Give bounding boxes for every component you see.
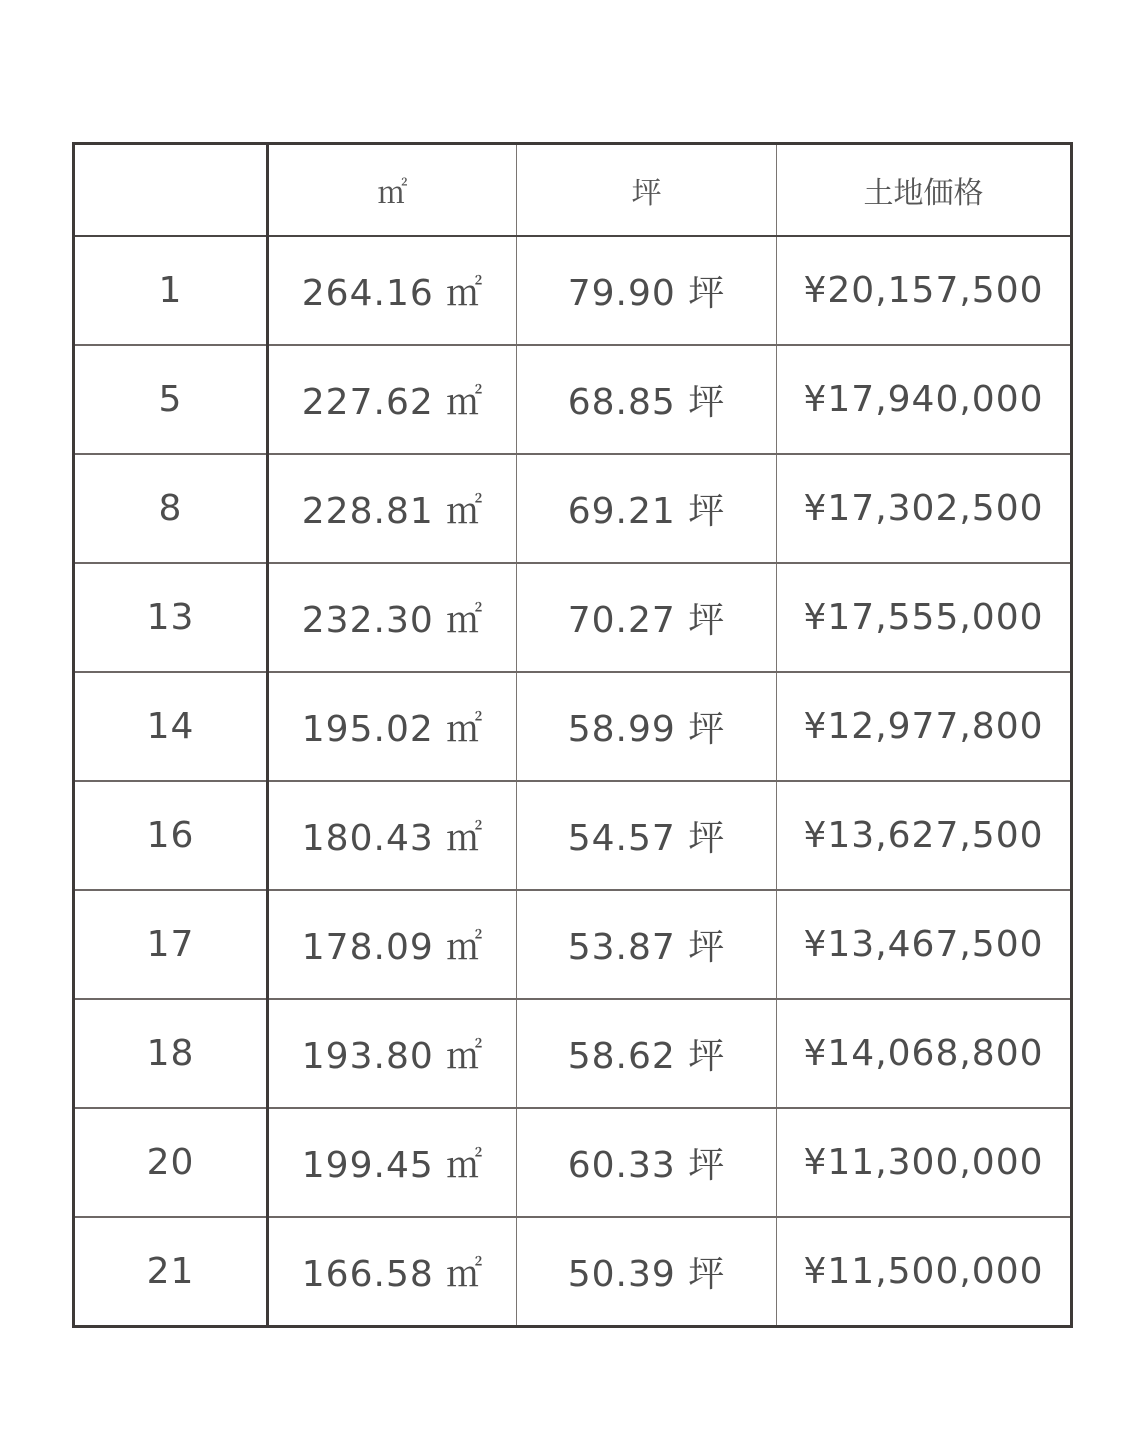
table-row [74, 672, 1072, 781]
lot-number-cell: 17 [74, 890, 268, 999]
area-sqm-cell: 166.58 ㎡ [268, 1217, 517, 1327]
land-price-cell: ¥13,467,500 [777, 890, 1072, 999]
area-sqm-cell: 180.43 ㎡ [268, 781, 517, 890]
table-row [74, 1217, 1072, 1327]
area-tsubo-cell: 54.57 坪 [517, 781, 777, 890]
table-row [74, 345, 1072, 454]
area-tsubo-cell: 69.21 坪 [517, 454, 777, 563]
lot-number-cell: 1 [74, 236, 268, 345]
header-land-price: 土地価格 [777, 144, 1072, 237]
land-price-cell: ¥17,555,000 [777, 563, 1072, 672]
header-lot-number [74, 144, 268, 237]
area-tsubo-cell: 70.27 坪 [517, 563, 777, 672]
land-price-cell: ¥11,500,000 [777, 1217, 1072, 1327]
area-sqm-cell: 232.30 ㎡ [268, 563, 517, 672]
table-row [74, 1108, 1072, 1217]
area-tsubo-cell: 60.33 坪 [517, 1108, 777, 1217]
area-sqm-cell: 228.81 ㎡ [268, 454, 517, 563]
area-tsubo-cell: 58.62 坪 [517, 999, 777, 1108]
area-sqm-cell: 227.62 ㎡ [268, 345, 517, 454]
area-sqm-cell: 193.80 ㎡ [268, 999, 517, 1108]
land-price-cell: ¥20,157,500 [777, 236, 1072, 345]
table-body [74, 236, 1072, 1327]
table-row [74, 454, 1072, 563]
land-price-cell: ¥13,627,500 [777, 781, 1072, 890]
header-area-sqm: ㎡ [268, 144, 517, 237]
table-row [74, 563, 1072, 672]
lot-number-cell: 21 [74, 1217, 268, 1327]
land-price-cell: ¥11,300,000 [777, 1108, 1072, 1217]
area-tsubo-cell: 68.85 坪 [517, 345, 777, 454]
lot-number-cell: 20 [74, 1108, 268, 1217]
area-tsubo-cell: 53.87 坪 [517, 890, 777, 999]
lot-number-cell: 18 [74, 999, 268, 1108]
area-tsubo-cell: 58.99 坪 [517, 672, 777, 781]
area-sqm-cell: 195.02 ㎡ [268, 672, 517, 781]
land-price-cell: ¥17,302,500 [777, 454, 1072, 563]
lot-number-cell: 5 [74, 345, 268, 454]
land-price-cell: ¥17,940,000 [777, 345, 1072, 454]
land-price-table [72, 142, 1073, 1328]
table-row [74, 781, 1072, 890]
area-sqm-cell: 178.09 ㎡ [268, 890, 517, 999]
table-row [74, 999, 1072, 1108]
area-sqm-cell: 199.45 ㎡ [268, 1108, 517, 1217]
header-area-tsubo: 坪 [517, 144, 777, 237]
lot-number-cell: 13 [74, 563, 268, 672]
area-tsubo-cell: 50.39 坪 [517, 1217, 777, 1327]
lot-number-cell: 16 [74, 781, 268, 890]
lot-number-cell: 8 [74, 454, 268, 563]
land-price-table-container [72, 142, 1070, 1328]
land-price-cell: ¥14,068,800 [777, 999, 1072, 1108]
table-row [74, 236, 1072, 345]
land-price-cell: ¥12,977,800 [777, 672, 1072, 781]
table-row [74, 890, 1072, 999]
area-sqm-cell: 264.16 ㎡ [268, 236, 517, 345]
lot-number-cell: 14 [74, 672, 268, 781]
table-header-row [74, 144, 1072, 237]
area-tsubo-cell: 79.90 坪 [517, 236, 777, 345]
